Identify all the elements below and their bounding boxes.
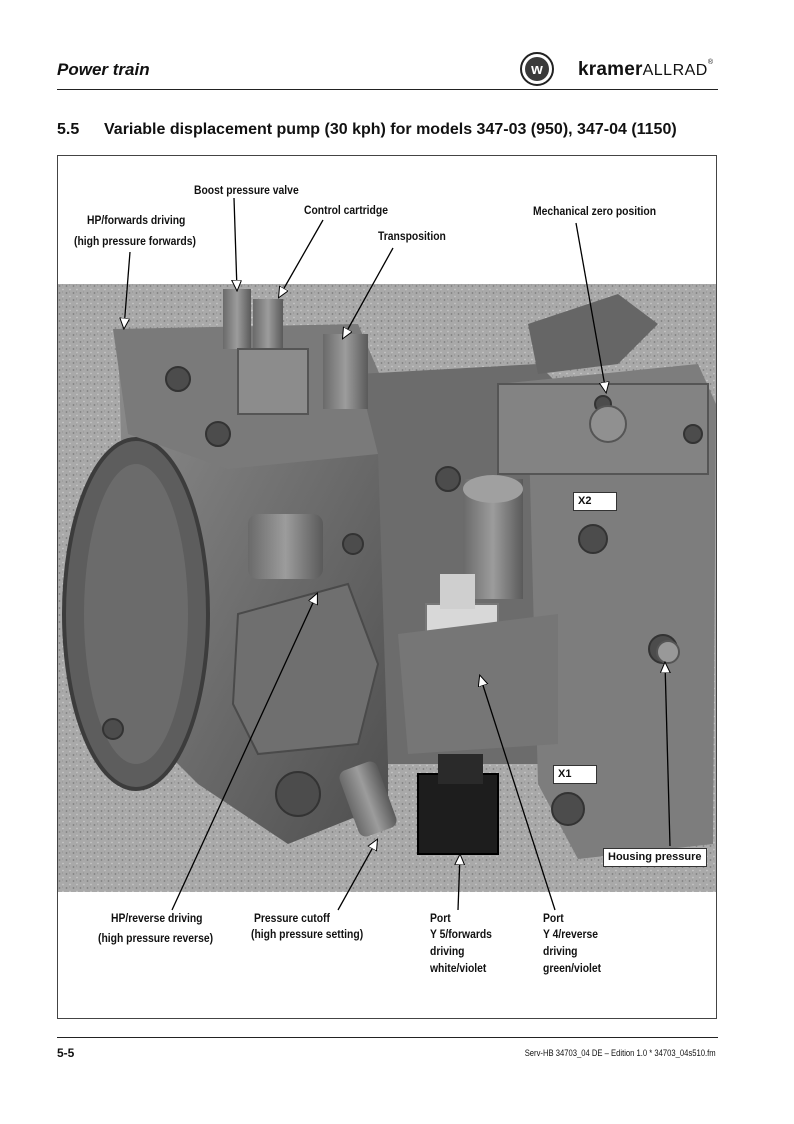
label-hp-forwards-line2: (high pressure forwards)	[74, 236, 196, 248]
label-boost-pressure-valve: Boost pressure valve	[194, 185, 299, 197]
section-title: Variable displacement pump (30 kph) for models 347-03 (950), 347-04 (1150)	[104, 121, 677, 138]
label-pressure-cutoff-line2: (high pressure setting)	[251, 929, 364, 941]
logo-letter: w	[531, 61, 543, 78]
label-port-y5-line4: white/violet	[430, 963, 487, 975]
header-section-label: Power train	[57, 60, 150, 79]
label-pressure-cutoff-line1: Pressure cutoff	[254, 913, 330, 925]
label-port-y5-line3: driving	[430, 946, 465, 958]
brand-mark: ®	[707, 59, 714, 66]
label-housing-pressure: Housing pressure	[603, 848, 707, 867]
header-rule	[57, 89, 718, 90]
label-port-y5-line2: Y 5/forwards	[430, 929, 492, 941]
label-x1: X1	[553, 765, 597, 784]
label-port-y4-line2: Y 4/reverse	[543, 929, 599, 941]
page-number: 5-5	[57, 1046, 75, 1060]
kramer-w-logo	[520, 52, 554, 86]
label-control-cartridge: Control cartridge	[304, 205, 388, 217]
label-hp-forwards-line1: HP/forwards driving	[87, 215, 186, 227]
footer-reference: Serv-HB 34703_04 DE – Edition 1.0 * 34703_04s510.fm	[525, 1048, 716, 1058]
section-number: 5.5	[57, 121, 80, 138]
brand-light: ALLRAD	[642, 62, 708, 79]
label-port-y5-line1: Port	[430, 913, 451, 925]
label-port-y4-line4: green/violet	[543, 963, 602, 975]
brand-bold: kramer	[578, 59, 643, 80]
label-port-y4-line3: driving	[543, 946, 578, 958]
label-mechanical-zero-position: Mechanical zero position	[533, 206, 657, 218]
label-port-y4-line1: Port	[543, 913, 564, 925]
label-hp-reverse-line2: (high pressure reverse)	[98, 933, 214, 945]
label-transposition: Transposition	[378, 231, 446, 243]
label-x2: X2	[573, 492, 617, 511]
brand-wordmark	[578, 59, 713, 81]
footer-rule	[57, 1037, 718, 1038]
label-hp-reverse-line1: HP/reverse driving	[111, 913, 203, 925]
hydraulic-pump-photo	[58, 284, 716, 892]
